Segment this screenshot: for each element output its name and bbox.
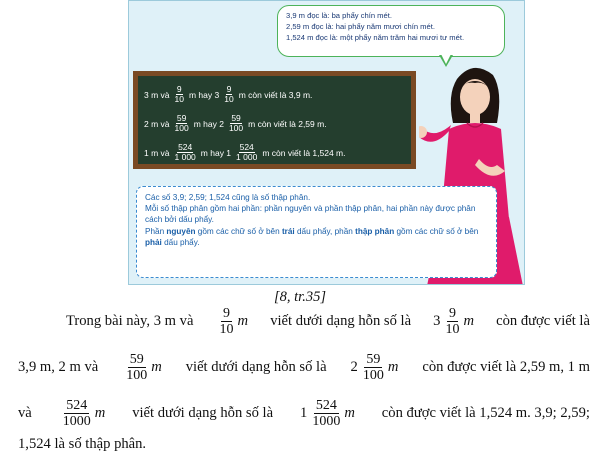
numerator: 524 [239,142,254,153]
denominator: 1000 [62,414,91,430]
info-fragment: gồm các chữ số ở bên [394,226,479,236]
fraction-term [122,352,162,384]
info-bold: thập phân [355,226,395,236]
numerator: 9 [223,306,231,321]
unit: m [237,313,249,330]
board-text: 1 m và [144,147,170,158]
board-text: m còn viết là 1,524 m. [262,147,346,158]
numerator: 59 [366,352,381,367]
info-bold: trái [281,226,295,236]
denominator: 10 [224,94,234,104]
info-text-highlight [145,226,488,248]
unit: m [387,359,399,376]
board-line [144,80,405,109]
board-line [144,138,405,167]
fraction [443,306,461,338]
whole-part: 2 [350,359,358,376]
board-text: 2 m và [144,118,170,129]
fraction [174,143,199,162]
mixed-number [300,398,355,430]
text: Trong bài này, 3 m và [66,313,194,330]
chalkboard [133,71,416,169]
bubble-line: 3,9 m đọc là: ba phẩy chín mét. [286,11,392,20]
info-fragment: gồm các chữ số ở bên [195,226,282,236]
board-line [144,109,405,138]
fraction [223,85,236,104]
numerator: 59 [129,352,144,367]
info-fragment: dấu phẩy, phần [294,226,356,236]
board-text: m hay 1 [200,147,232,158]
fraction-term [59,398,106,430]
paragraph-line [18,398,590,430]
denominator: 100 [362,368,384,384]
denominator: 1 000 [236,152,258,162]
info-fragment: dấu phẩy. [161,237,200,247]
text: viết dưới dạng hỗn số là [270,313,412,330]
numerator: 59 [231,113,241,124]
mixed-number [351,352,399,384]
numerator: 9 [226,84,232,95]
numerator: 524 [178,142,193,153]
info-bold: phải [145,237,162,247]
denominator: 10 [174,94,184,104]
info-fragment: Phần [145,226,167,236]
whole-part: 3 [433,313,441,330]
fraction [218,306,236,338]
denominator: 1000 [312,414,341,430]
unit: m [94,405,106,422]
board-text: m hay 3 [188,89,220,100]
board-text: m hay 2 [193,118,224,129]
fraction [228,114,246,133]
denominator: 100 [126,368,148,384]
numerator: 524 [315,398,337,413]
board-text: m còn viết là 3,9 m. [238,89,313,100]
bubble-line: 1,524 m đọc là: một phẩy năm trăm hai mươi tư mét. [286,33,465,42]
bubble-line: 2,59 m đọc là: hai phẩy năm mươi chín mét. [286,22,435,31]
unit: m [463,313,475,330]
speech-bubble [277,5,505,57]
text: 1,524 là số thập phân. [18,436,147,452]
info-text: Các số 3,9; 2,59; 1,524 cũng là số thập phân. [145,193,311,202]
denominator: 10 [445,322,460,338]
fraction [310,398,342,430]
illustration-panel [128,0,525,285]
fraction-term [216,306,249,338]
text: 3,9 m, 2 m và [18,359,99,376]
denominator: 100 [228,123,244,133]
fraction [235,143,260,162]
text: và [18,405,32,422]
text: còn được viết là [496,313,590,330]
fraction [174,114,192,133]
fraction [124,352,149,384]
numerator: 59 [176,113,187,124]
fraction [361,352,386,384]
fraction [61,398,93,430]
paragraph-line [18,306,590,338]
text: viết dưới dạng hỗn số là [132,405,274,422]
paragraph-line [18,436,590,453]
figure-caption: [8, tr.35] [274,289,326,305]
unit: m [151,359,162,376]
info-box [136,186,497,278]
denominator: 100 [174,123,189,133]
whole-part: 1 [300,405,308,422]
paragraph-line [18,352,590,384]
text: còn được viết là 1,524 m. 3,9; 2,59; [381,405,590,422]
board-text: m còn viết là 2,59 m. [248,118,327,129]
mixed-number [433,306,474,338]
numerator: 524 [66,398,88,413]
unit: m [344,405,355,422]
numerator: 9 [448,306,456,321]
numerator: 9 [176,84,182,95]
denominator: 1 000 [174,152,196,162]
text: còn được viết là 2,59 m, 1 m [422,359,590,376]
info-text: Mỗi số thập phân gồm hai phần: phần nguyên và phần thập phân, hai phần này được phân cách bởi dấu phẩy. [145,204,476,225]
denominator: 10 [219,322,234,338]
text: viết dưới dạng hỗn số là [185,359,327,376]
fraction [174,85,187,104]
info-bold: nguyên [166,226,196,236]
board-text: 3 m và [144,89,170,100]
